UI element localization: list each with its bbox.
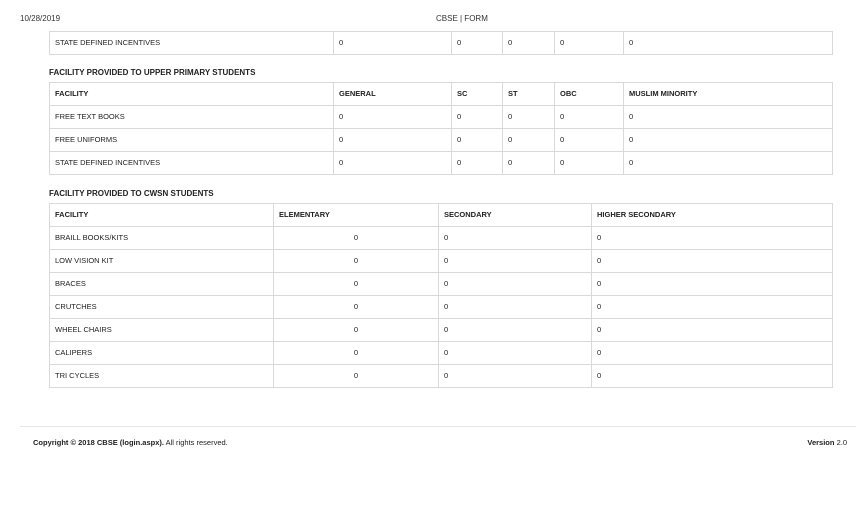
value-cell: 0 [334,152,452,175]
value-cell: 0 [503,129,555,152]
footer-divider [20,426,856,427]
column-header: HIGHER SECONDARY [592,204,833,227]
value-cell: 0 [439,227,592,250]
value-cell: 0 [592,319,833,342]
continued-facility-table [49,31,833,55]
copyright-rest: All rights reserved. [165,438,228,447]
value-cell: 0 [334,129,452,152]
table-row [50,365,833,388]
table-row [50,273,833,296]
table-header-row [50,204,833,227]
table-header-row [50,83,833,106]
print-date: 10/28/2019 [20,14,61,23]
value-cell: 0 [439,319,592,342]
column-header: FACILITY [50,83,334,106]
column-header: OBC [555,83,624,106]
value-cell: 0 [452,152,503,175]
value-cell: 0 [624,129,833,152]
value-cell: 0 [439,342,592,365]
facility-name: BRACES [50,273,274,296]
value-cell: 0 [452,106,503,129]
facility-name: FREE TEXT BOOKS [50,106,334,129]
table-row [50,342,833,365]
column-header: SECONDARY [439,204,592,227]
value-cell: 0 [624,106,833,129]
value-cell: 0 [592,250,833,273]
value-cell: 0 [624,152,833,175]
table-row [50,296,833,319]
value-cell: 0 [555,106,624,129]
value-cell: 0 [503,106,555,129]
value-cell: 0 [274,273,439,296]
document-title: CBSE | FORM [436,14,488,23]
value-cell: 0 [334,32,452,55]
column-header: MUSLIM MINORITY [624,83,833,106]
upper-primary-section-title: FACILITY PROVIDED TO UPPER PRIMARY STUDENTS [49,68,256,77]
value-cell: 0 [555,32,624,55]
column-header: SC [452,83,503,106]
facility-name: LOW VISION KIT [50,250,274,273]
value-cell: 0 [592,365,833,388]
value-cell: 0 [439,273,592,296]
facility-name: STATE DEFINED INCENTIVES [50,152,334,175]
copyright-bold: Copyright © 2018 CBSE (login.aspx). [33,438,164,447]
facility-name: FREE UNIFORMS [50,129,334,152]
value-cell: 0 [274,365,439,388]
facility-name: WHEEL CHAIRS [50,319,274,342]
facility-name: STATE DEFINED INCENTIVES [50,32,334,55]
value-cell: 0 [503,32,555,55]
table-row [50,129,833,152]
upper-primary-facility-table [49,82,833,175]
column-header: ELEMENTARY [274,204,439,227]
copyright-text [33,438,228,447]
value-cell: 0 [274,296,439,319]
value-cell: 0 [439,250,592,273]
facility-name: CALIPERS [50,342,274,365]
value-cell: 0 [274,250,439,273]
value-cell: 0 [439,296,592,319]
cwsn-section-title: FACILITY PROVIDED TO CWSN STUDENTS [49,189,214,198]
cwsn-facility-table [49,203,833,388]
value-cell: 0 [592,273,833,296]
value-cell: 0 [555,152,624,175]
value-cell: 0 [592,342,833,365]
column-header: FACILITY [50,204,274,227]
value-cell: 0 [503,152,555,175]
version-info [807,438,847,447]
value-cell: 0 [439,365,592,388]
facility-name: BRAILL BOOKS/KITS [50,227,274,250]
table-row [50,32,833,55]
table-row [50,319,833,342]
value-cell: 0 [452,32,503,55]
table-row [50,106,833,129]
column-header: GENERAL [334,83,452,106]
table-row [50,227,833,250]
table-row [50,152,833,175]
value-cell: 0 [274,227,439,250]
value-cell: 0 [624,32,833,55]
value-cell: 0 [452,129,503,152]
value-cell: 0 [274,319,439,342]
value-cell: 0 [592,227,833,250]
version-label: Version [807,438,835,447]
table-row [50,250,833,273]
value-cell: 0 [592,296,833,319]
facility-name: CRUTCHES [50,296,274,319]
value-cell: 0 [334,106,452,129]
value-cell: 0 [555,129,624,152]
column-header: ST [503,83,555,106]
facility-name: TRI CYCLES [50,365,274,388]
version-number: 2.0 [836,438,847,447]
value-cell: 0 [274,342,439,365]
